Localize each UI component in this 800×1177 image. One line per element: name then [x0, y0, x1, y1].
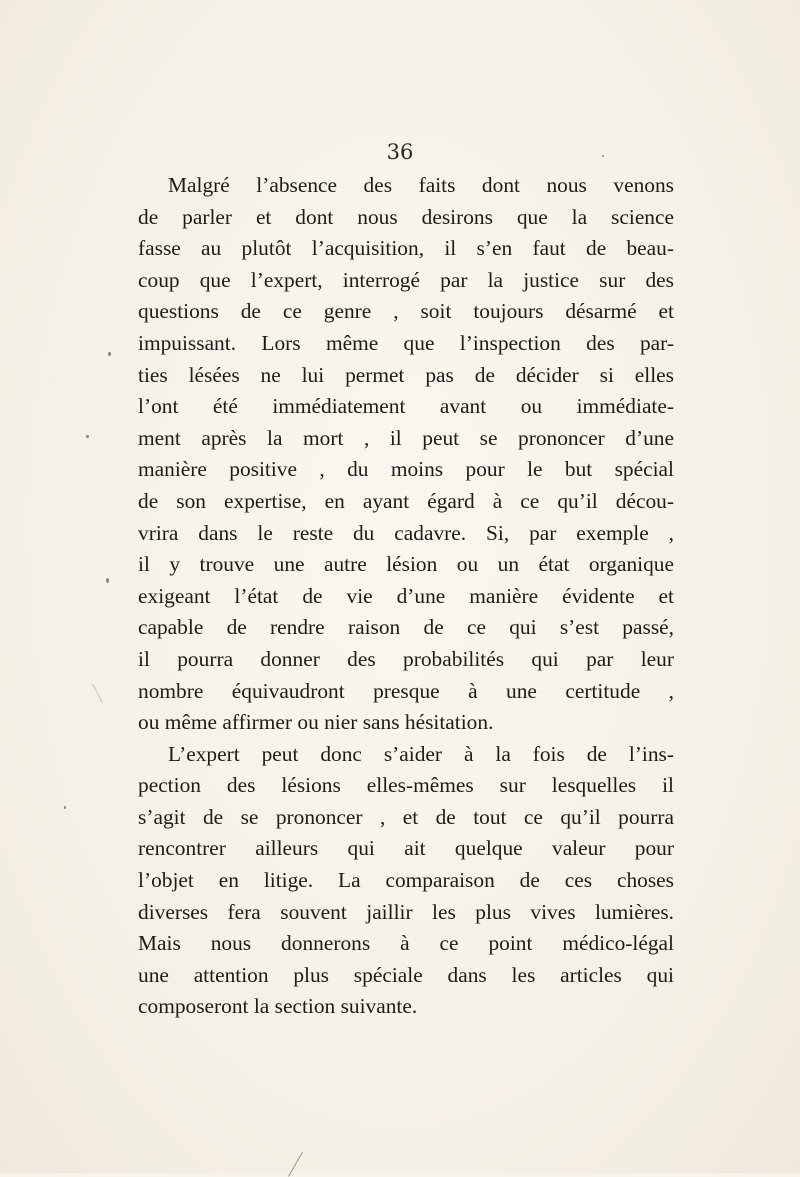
- text-line: fasse au plutôt l’acquisition, il s’en faut de beau-: [138, 236, 674, 261]
- text-line: vrira dans le reste du cadavre. Si, par exemple ,: [138, 520, 674, 545]
- text-line: Malgré l’absence des faits dont nous venons: [168, 173, 674, 197]
- text-line: l’objet en litige. La comparaison de ces choses: [138, 868, 674, 893]
- text-line: impuissant. Lors même que l’inspection des par-: [138, 330, 674, 355]
- scan-speck: [108, 352, 111, 356]
- text-line: Mais nous donnerons à ce point médico-légal: [138, 931, 674, 956]
- scan-speck: [602, 155, 604, 157]
- scan-speck: [64, 806, 66, 809]
- text-line: une attention plus spéciale dans les articles qui: [138, 962, 674, 987]
- text-line: coup que l’expert, interrogé par la justice sur des: [138, 267, 674, 292]
- page-number: 36: [386, 140, 414, 164]
- text-line: de son expertise, en ayant égard à ce qu’il décou-: [138, 488, 674, 513]
- scan-speck: [106, 578, 109, 583]
- body-text: [138, 170, 674, 1023]
- text-line: s’agit de se prononcer , et de tout ce qu’il pourra: [138, 804, 674, 829]
- text-line: rencontrer ailleurs qui ait quelque valeur pour: [138, 836, 674, 861]
- scan-speck: [86, 435, 89, 438]
- text-line: manière positive , du moins pour le but spécial: [138, 457, 674, 482]
- text-line: diverses fera souvent jaillir les plus vives lumières.: [138, 899, 674, 924]
- text-line: l’ont été immédiatement avant ou immédiate-: [138, 394, 674, 419]
- text-line: de parler et dont nous desirons que la science: [138, 204, 674, 229]
- text-line: capable de rendre raison de ce qui s’est passé,: [138, 615, 674, 640]
- text-line: L’expert peut donc s’aider à la fois de l’ins-: [168, 741, 674, 766]
- text-line: ou même affirmer ou nier sans hésitation.: [138, 710, 494, 735]
- text-line: nombre équivaudront presque à une certitude ,: [138, 678, 674, 703]
- text-line: il y trouve une autre lésion ou un état organique: [138, 552, 674, 577]
- text-line: ment après la mort , il peut se prononcer d’une: [138, 425, 674, 450]
- text-line: pection des lésions elles-mêmes sur lesquelles il: [138, 773, 674, 798]
- text-line: composeront la section suivante.: [138, 994, 418, 1019]
- scan-stroke: [288, 1152, 303, 1177]
- text-line: il pourra donner des probabilités qui par leur: [138, 646, 674, 671]
- scan-stroke: [92, 684, 103, 704]
- text-line: questions de ce genre , soit toujours désarmé et: [138, 299, 674, 324]
- text-line: exigeant l’état de vie d’une manière évidente et: [138, 583, 674, 608]
- text-line: ties lésées ne lui permet pas de décider si elles: [138, 362, 674, 387]
